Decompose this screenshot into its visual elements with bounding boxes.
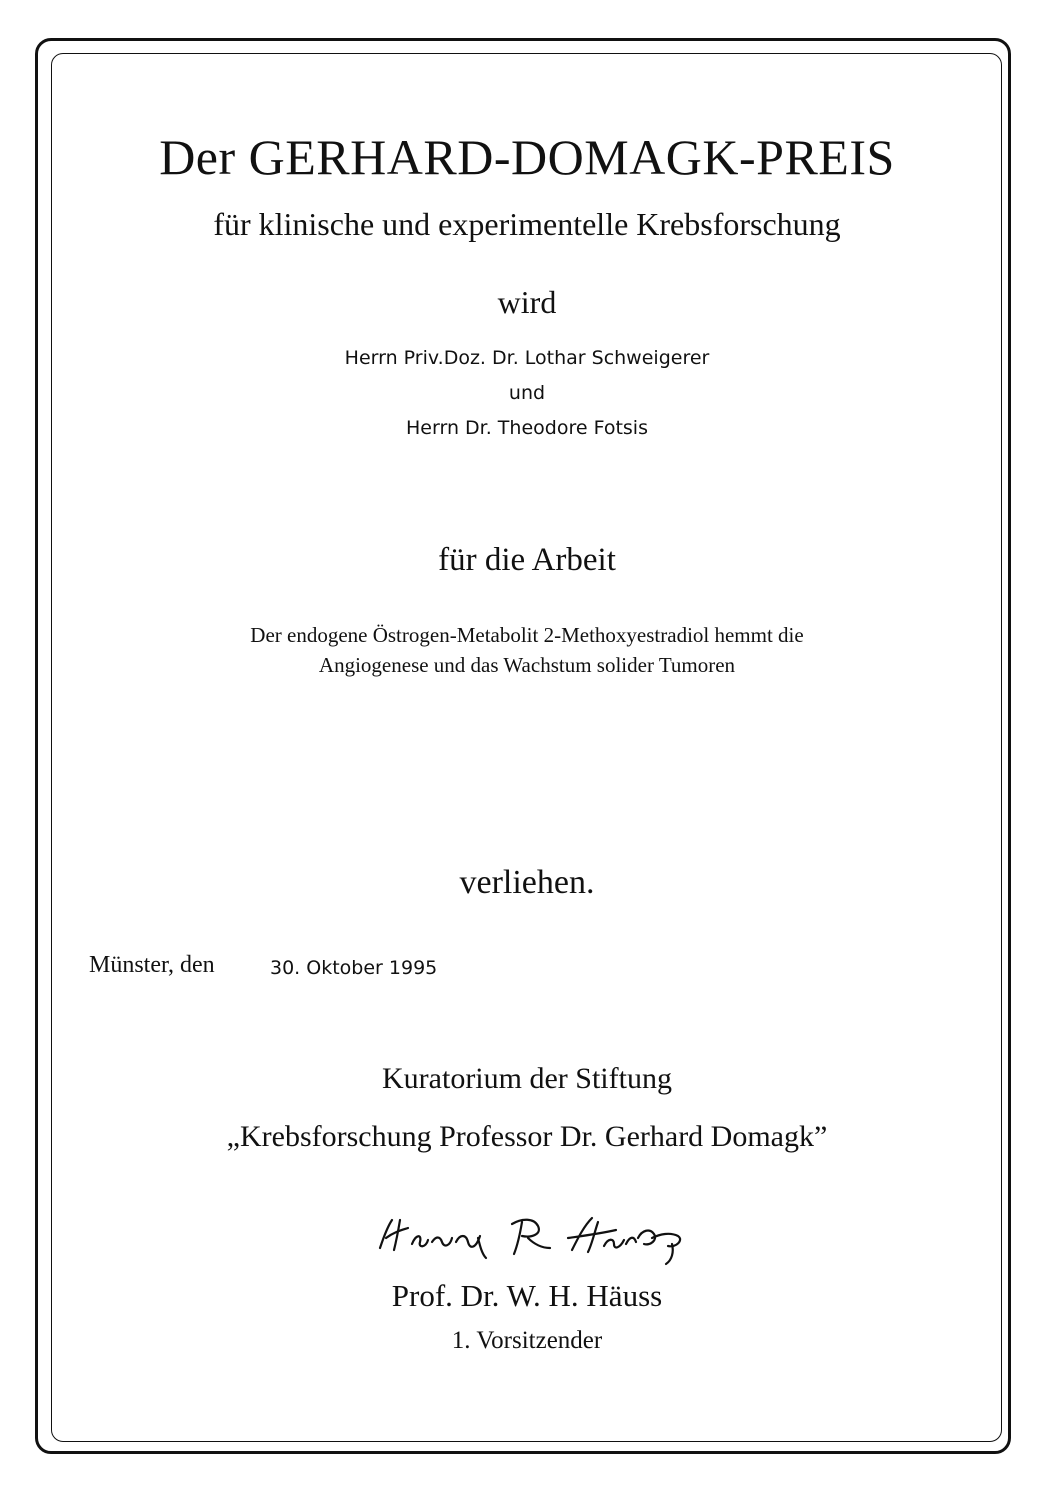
foundation-line-1: Kuratorium der Stiftung [382, 1062, 672, 1095]
certificate-title: Der GERHARD-DOMAGK-PREIS [159, 129, 895, 185]
certificate-subtitle: für klinische und experimentelle Krebsforschung [213, 206, 841, 242]
recipient-2: Herrn Dr. Theodore Fotsis [406, 417, 648, 439]
work-title-line-2: Angiogenese und das Wachstum solider Tumoren [318, 653, 736, 677]
work-title-line-1: Der endogene Östrogen-Metabolit 2-Methoxyestradiol hemmt die [250, 623, 804, 647]
closing-text: verliehen. [459, 864, 595, 901]
recipient-joiner: und [508, 382, 546, 404]
handwritten-signature [372, 1208, 702, 1268]
signer-role: 1. Vorsitzender [451, 1327, 603, 1354]
award-date: 30. Oktober 1995 [270, 957, 438, 979]
place-label: Münster, den [89, 952, 215, 978]
recipient-1: Herrn Priv.Doz. Dr. Lothar Schweigerer [344, 347, 710, 369]
work-heading: für die Arbeit [438, 542, 616, 578]
foundation-line-2: „Krebsforschung Professor Dr. Gerhard Domagk” [226, 1120, 828, 1153]
connector-text: wird [497, 284, 557, 320]
signer-name: Prof. Dr. W. H. Häuss [391, 1278, 663, 1313]
